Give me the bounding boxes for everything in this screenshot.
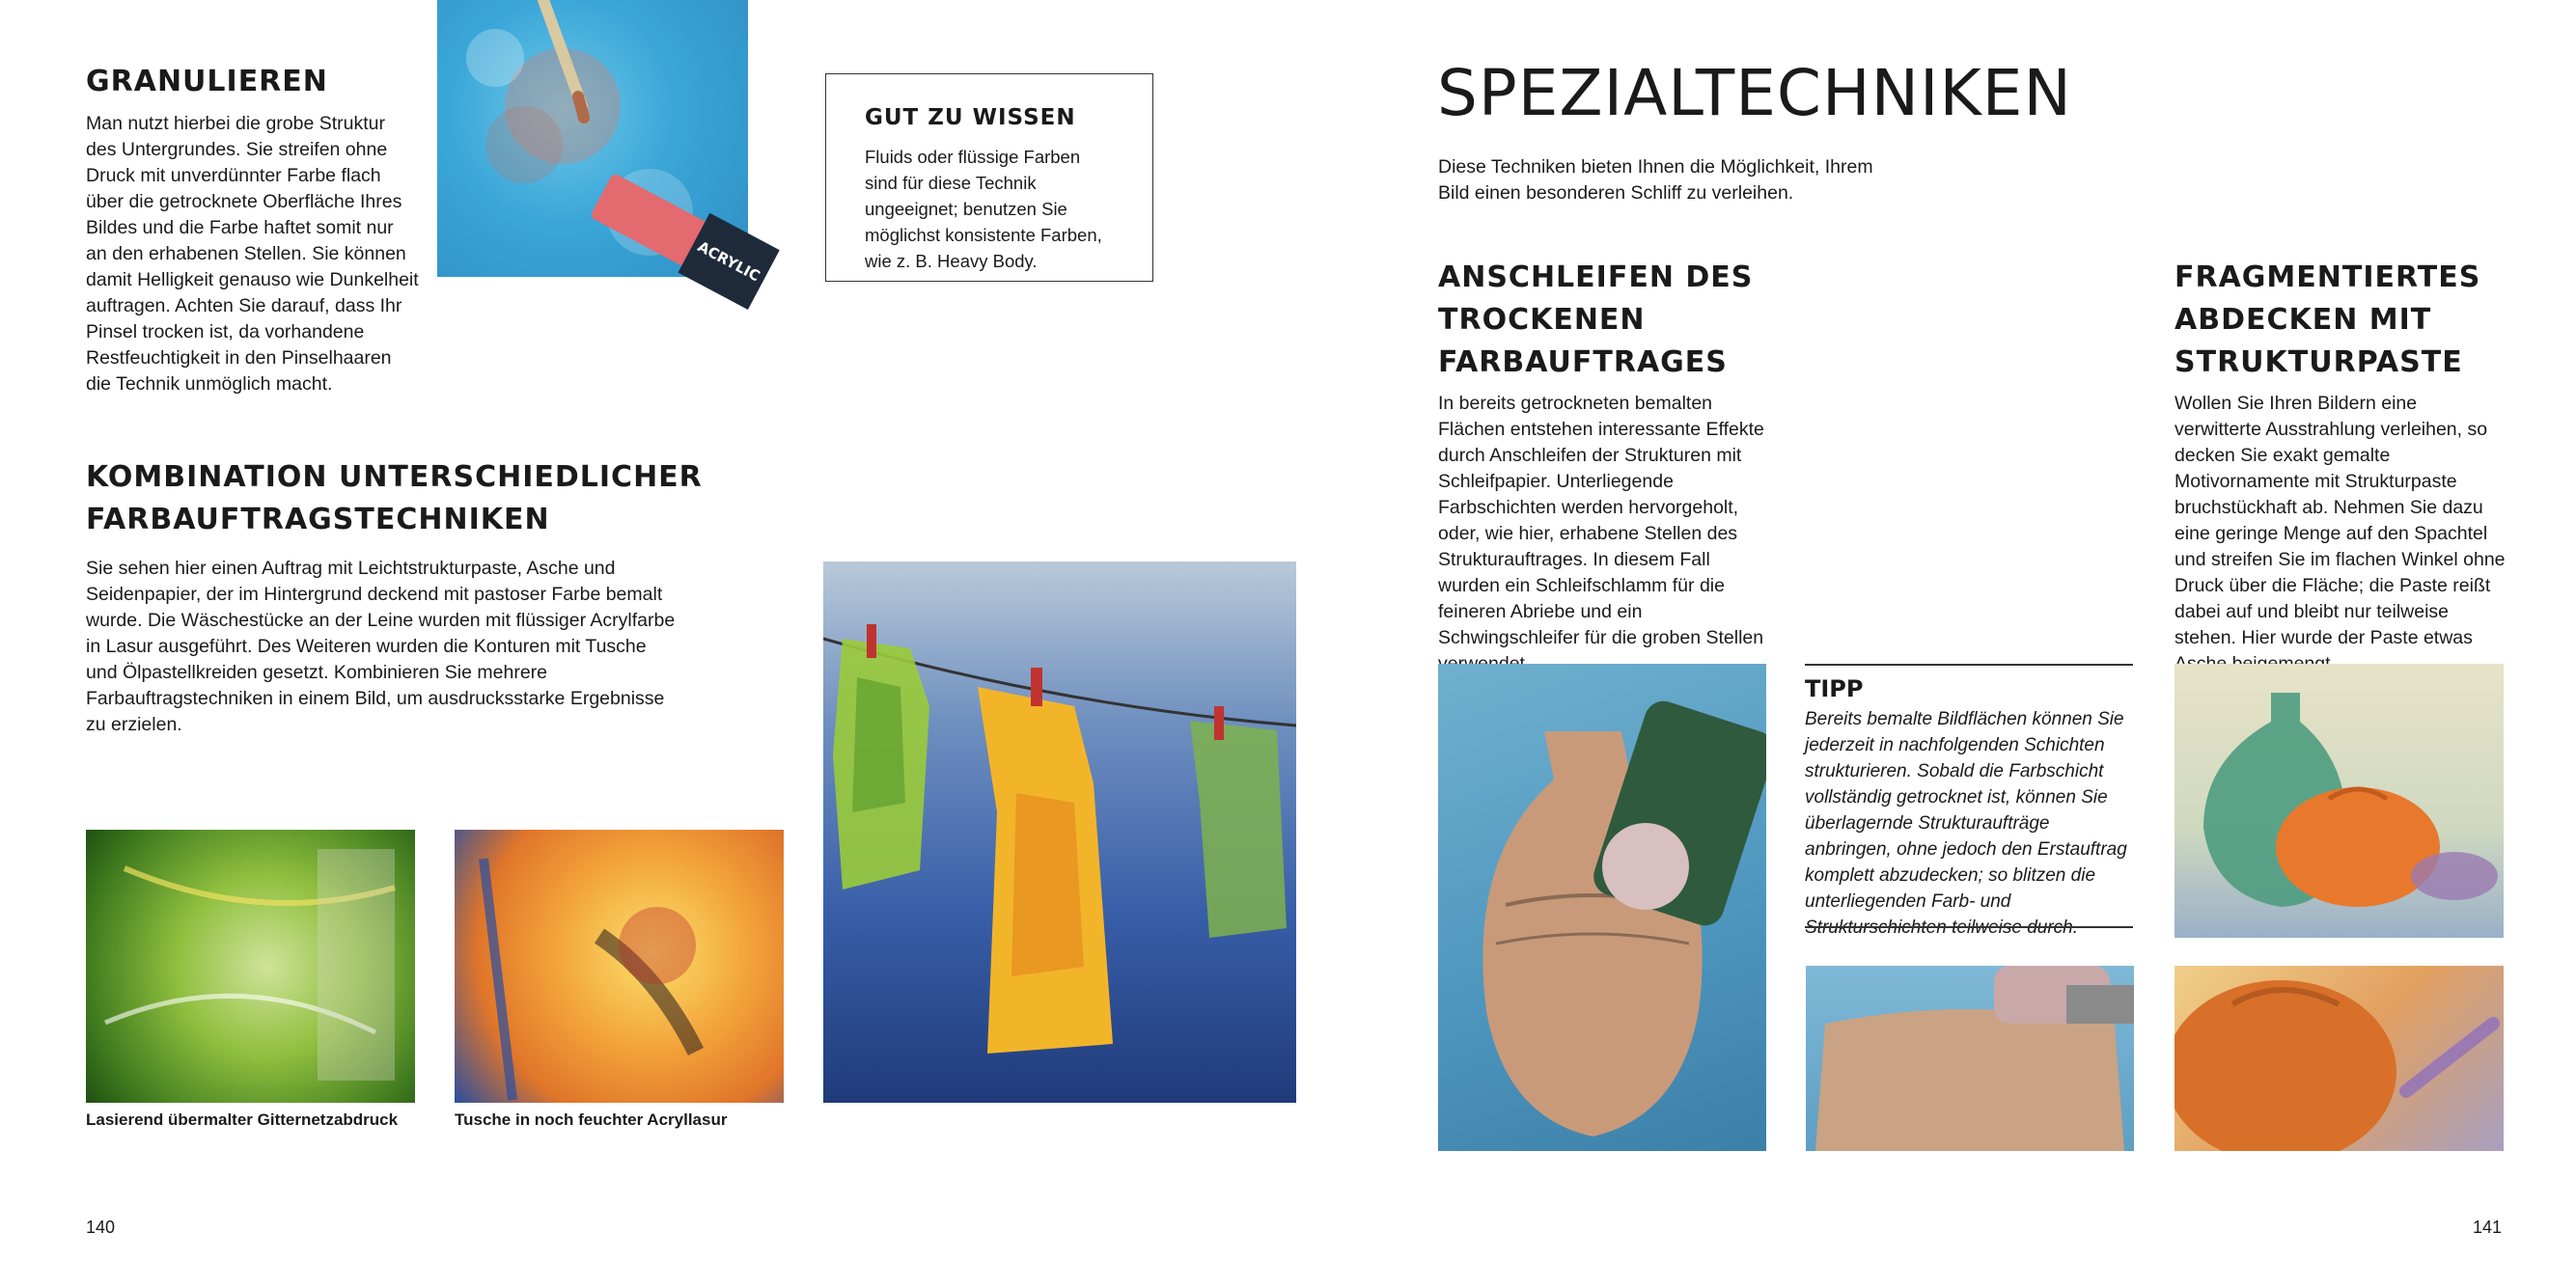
anschleifen-text: In bereits getrockneten bemalten Flächen entstehen interessante Effekte durch Anschleifen der Strukturen mit Schleifpapier. Unterliegende Farbschichten werden hervorgeholt, oder, wie hier, erhabene Stellen des Strukturauftrages. In diesem Fall wurden ein Schleifschlamm für die feineren Abriebe und ein Schwingschleifer für die groben Stellen — [1438, 393, 1764, 648]
page-number-left: 140 — [86, 1218, 116, 1237]
granulieren-heading: GRANULIEREN — [86, 65, 328, 98]
tipp-bottom-rule — [1805, 926, 2133, 928]
pumpkin-still-life — [2174, 664, 2504, 938]
laundry-painting — [823, 562, 1296, 1103]
fragment-text: Wollen Sie Ihren Bildern eine verwitterte Ausstrahlung verleihen, so decken Sie exakt gemalte Motivornamente mit Strukturpaste bruchstückhaft ab. Nehmen Sie dazu eine geringe Menge auf den Spachtel und streifen Sie im flachen Winkel ohne Druck über die Fläche; die Paste reißt dabei auf und bleibt nur teilweise stehen. Hier wurde der Paste etwas — [2174, 393, 2506, 648]
orange-sample-caption: Tusche in noch feuchter Acryllasur — [455, 1110, 728, 1129]
gut-zu-wissen-text: Fluids oder flüssige Farben sind für diese Technik ungeeignet; benutzen Sie möglichst konsistente Farben, wie z. B. Heavy Body. — [865, 147, 1102, 271]
anschleifen-heading-line3: FARBAUFTRAGES — [1438, 345, 1728, 379]
tipp-text: Bereits bemalte Bildflächen können Sie jederzeit in nachfolgenden Schichten strukturieren. Sobald die Farbschicht vollständig getrocknet ist, können Sie überlagernde Strukturaufträge anbringen, ohne jedoch den Erstauftrag komplett abzudecken; so blitzen die unterliegenden Farb- und Strukturschichten teilweise durch. — [1805, 709, 2127, 938]
gut-zu-wissen-title: GUT ZU WISSEN — [865, 105, 1076, 130]
green-texture-sample — [86, 830, 415, 1103]
tipp-top-rule — [1805, 664, 2133, 666]
orange-texture-sample — [455, 830, 784, 1103]
fragment-heading-line1: FRAGMENTIERTES — [2174, 260, 2481, 294]
page-number-right: 141 — [2473, 1218, 2503, 1237]
anschleifen-heading-line1: ANSCHLEIFEN DES — [1438, 260, 1754, 294]
tipp-title: TIPP — [1805, 675, 1864, 702]
pumpkin-closeup — [2174, 966, 2504, 1151]
sanded-vase-photo — [1438, 664, 1766, 1151]
green-sample-caption: Lasierend übermalter Gitternetzabdruck — [86, 1110, 399, 1129]
kombination-heading-line1: KOMBINATION UNTERSCHIEDLICHER — [86, 460, 703, 494]
page-title: SPEZIALTECHNIKEN — [1437, 56, 2072, 130]
anschleifen-heading-line2: TROCKENEN — [1438, 303, 1646, 337]
gut-zu-wissen-box — [825, 73, 1153, 282]
fragment-heading-line2: ABDECKEN MIT — [2174, 303, 2432, 337]
kombination-heading-line2: FARBAUFTRAGSTECHNIKEN — [86, 503, 550, 536]
tube-label: ACRYLIC — [678, 213, 779, 310]
fragment-heading-line3: STRUKTURPASTE — [2174, 345, 2463, 379]
granulieren-text: Man nutzt hierbei die grobe Struktur des Untergrundes. Sie streifen ohne Druck mit unverdünnter Farbe flach über die getrocknete Oberfläche Ihres Bildes und die Farbe haftet somit nur an den erhabenen Stellen. Sie können damit Helligkeit genauso wie Dunkelheit auftragen. Achten Sie darauf, dass Ihr Pinsel trocken ist, da vorhandene Restfeuchtigkeit in den Pinselhaaren die Technik unmöglich macht. — [86, 113, 419, 395]
sanding-closeup-photo — [1806, 966, 2134, 1151]
intro-text: Diese Techniken bieten Ihnen die Möglichkeit, Ihrem Bild einen besonderen Schliff zu verleihen. — [1438, 156, 1873, 204]
kombination-text: Sie sehen hier einen Auftrag mit Leichtstrukturpaste, Asche und Seidenpapier, der im Hintergrund deckend mit pastoser Farbe bemalt wurde. Die Wäschestücke an der Leine wurden mit flüssiger Acrylfarbe in Lasur ausgeführt. Des Weiteren wurden die Konturen mit Tusche und Ölpastellkreiden gesetzt. Kombinieren Sie mehrere Farbauftragstechniken in einem Bild, um ausdrucksstarke Ergebnisse zu erzielen. — [86, 558, 676, 735]
